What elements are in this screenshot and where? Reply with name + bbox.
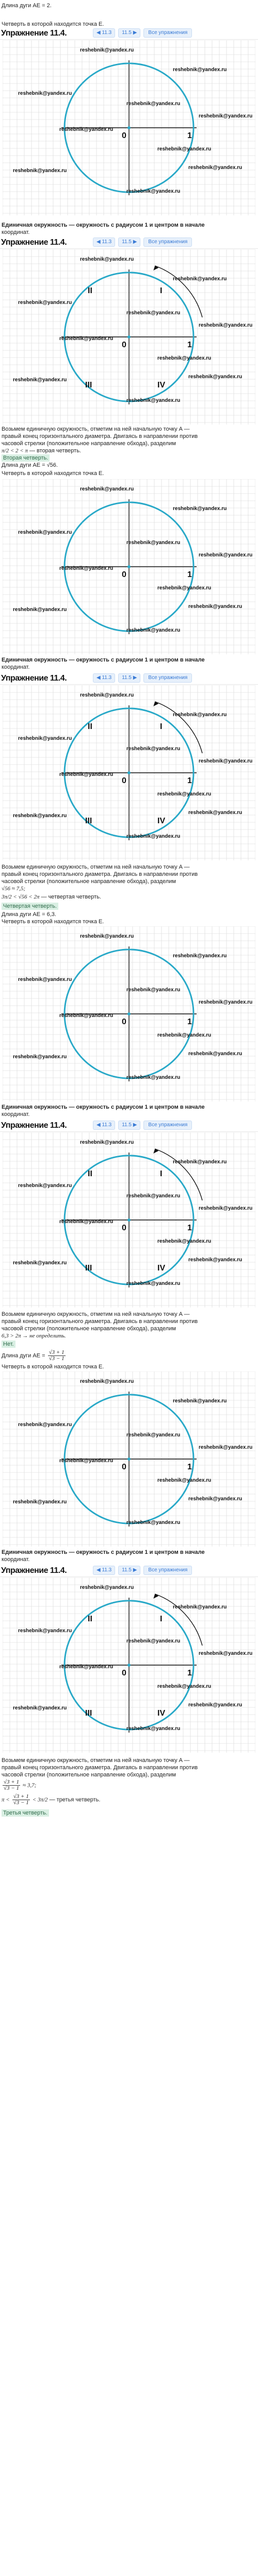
watermark-text: reshebnik@yandex.ru: [199, 552, 253, 558]
center-point: [127, 1458, 131, 1461]
watermark-text: reshebnik@yandex.ru: [199, 1651, 253, 1656]
watermark-text: reshebnik@yandex.ru: [126, 101, 181, 107]
unit-circle-svg: [3, 479, 255, 654]
exercise-header: [0, 672, 258, 685]
one-label: 1: [187, 776, 192, 785]
mark-line-2: правый конец горизонтального диаметра. Двигаясь в направлении против: [2, 1765, 198, 1771]
quadrant-2-label: II: [88, 722, 92, 731]
prev-exercise-button[interactable]: ◀ 11.3: [93, 28, 115, 38]
watermark-text: reshebnik@yandex.ru: [199, 1445, 253, 1450]
watermark-text: reshebnik@yandex.ru: [59, 1219, 114, 1225]
quadrant-1-label: I: [160, 1615, 163, 1623]
arc-frac-line: Длина дуги AE = $\frac{√3 + 1}{√3 - 1}$: [2, 1349, 64, 1362]
watermark-text: reshebnik@yandex.ru: [18, 1183, 72, 1189]
watermark-text: reshebnik@yandex.ru: [126, 1520, 181, 1526]
center-point: [127, 126, 131, 129]
watermark-text: reshebnik@yandex.ru: [188, 1496, 243, 1502]
center-point: [127, 1664, 131, 1667]
watermark-text: reshebnik@yandex.ru: [13, 1260, 67, 1266]
watermark-text: reshebnik@yandex.ru: [188, 810, 243, 816]
unit-circle-svg: [3, 685, 255, 860]
inequality-line: π < $\frac{√3 + 1}{√3 - 1}$ < 3π/2 — третья четверть.: [2, 1793, 101, 1806]
all-exercises-button[interactable]: Все упражнения: [143, 238, 192, 247]
mark-line-1: Возьмем единичную окружность, отметим на ней начальную точку A —: [2, 426, 190, 432]
quadrant-3-label: III: [85, 817, 92, 825]
watermark-text: reshebnik@yandex.ru: [18, 300, 72, 306]
inequality-line: 3π/2 < √56 < 2π — четвертая четверть.: [2, 894, 101, 900]
quarter-question: Четверть в которой находится точка E.: [2, 470, 104, 477]
inequality-line: π/2 < 2 < π — вторая четверть.: [2, 448, 81, 454]
watermark-text: reshebnik@yandex.ru: [18, 1422, 72, 1428]
arrow-right-icon: ▶: [131, 239, 137, 245]
quadrant-2-label: II: [88, 1615, 92, 1623]
answer-fourth-quarter: Четвертая четверть.: [2, 903, 58, 910]
all-exercises-button[interactable]: Все упражнения: [143, 28, 192, 38]
watermark-text: reshebnik@yandex.ru: [157, 1032, 212, 1038]
quadrant-2-label: II: [88, 286, 92, 295]
watermark-text: reshebnik@yandex.ru: [157, 355, 212, 361]
one-label: 1: [187, 1018, 192, 1026]
center-point: [127, 565, 131, 568]
watermark-text: reshebnik@yandex.ru: [126, 1726, 181, 1732]
exercise-nav: [93, 238, 192, 247]
watermark-text: reshebnik@yandex.ru: [126, 189, 181, 194]
unit-circle-definition: Единичная окружность — окружность с радиусом 1 и центром в начале: [2, 657, 205, 663]
unit-circle-figure-1: [3, 40, 255, 215]
arrow-left-icon: ◀: [96, 1567, 102, 1573]
answer-second-quarter: Вторая четверть.: [2, 454, 50, 462]
watermark-text: reshebnik@yandex.ru: [18, 977, 72, 982]
unit-circle-definition: Единичная окружность — окружность с радиусом 1 и центром в начале: [2, 222, 205, 228]
quadrant-3-label: III: [85, 1264, 92, 1273]
quadrant-2-label: II: [88, 1170, 92, 1178]
unit-circle-svg: [3, 1371, 255, 1547]
prev-exercise-button[interactable]: ◀ 11.3: [93, 1121, 115, 1130]
unit-circle-figure-5: [3, 926, 255, 1101]
exercise-title: Упражнение 11.4.: [1, 1566, 67, 1575]
watermark-text: reshebnik@yandex.ru: [199, 323, 253, 328]
zero-label: 0: [122, 570, 126, 579]
arrow-right-icon: ▶: [131, 1567, 137, 1573]
all-exercises-button[interactable]: Все упражнения: [143, 673, 192, 683]
watermark-text: reshebnik@yandex.ru: [173, 506, 227, 512]
exercise-title: Упражнение 11.4.: [1, 29, 67, 38]
next-exercise-button[interactable]: 11.5 ▶: [118, 673, 140, 683]
watermark-text: reshebnik@yandex.ru: [173, 953, 227, 959]
zero-label: 0: [122, 1669, 126, 1677]
sqrt-line: √56 ≈ 7,5;: [2, 886, 25, 892]
arrow-right-icon: ▶: [131, 30, 137, 36]
arrow-left-icon: ◀: [96, 1122, 102, 1128]
watermark-text: reshebnik@yandex.ru: [157, 1684, 212, 1689]
arrow-left-icon: ◀: [96, 675, 102, 681]
watermark-text: reshebnik@yandex.ru: [199, 1206, 253, 1211]
zero-label: 0: [122, 1463, 126, 1471]
watermark-text: reshebnik@yandex.ru: [80, 934, 134, 939]
arrow-left-icon: ◀: [96, 239, 102, 245]
arrow-right-icon: ▶: [131, 675, 137, 681]
zero-label: 0: [122, 341, 126, 349]
watermark-text: reshebnik@yandex.ru: [199, 113, 253, 119]
watermark-text: reshebnik@yandex.ru: [126, 987, 181, 993]
zero-label: 0: [122, 131, 126, 140]
watermark-text: reshebnik@yandex.ru: [13, 1705, 67, 1711]
watermark-text: reshebnik@yandex.ru: [126, 1075, 181, 1080]
watermark-text: reshebnik@yandex.ru: [59, 1013, 114, 1019]
watermark-text: reshebnik@yandex.ru: [59, 566, 114, 571]
zero-label: 0: [122, 1224, 126, 1232]
watermark-text: reshebnik@yandex.ru: [157, 585, 212, 591]
watermark-text: reshebnik@yandex.ru: [13, 168, 67, 174]
coords-line: координат.: [2, 1111, 30, 1117]
exercise-title: Упражнение 11.4.: [1, 674, 67, 683]
mark-line-2: правый конец горизонтального диаметра. Двигаясь в направлении против: [2, 1318, 198, 1325]
unit-circle-definition: Единичная окружность — окружность с радиусом 1 и центром в начале: [2, 1104, 205, 1110]
mark-line-1: Возьмем единичную окружность, отметим на ней начальную точку A —: [2, 1757, 190, 1764]
one-label: 1: [187, 341, 192, 349]
one-label: 1: [187, 1669, 192, 1677]
watermark-text: reshebnik@yandex.ru: [59, 1664, 114, 1670]
watermark-text: reshebnik@yandex.ru: [173, 712, 227, 718]
quadrant-4-label: IV: [157, 1264, 166, 1273]
watermark-text: reshebnik@yandex.ru: [18, 530, 72, 535]
quarter-question: Четверть в которой находится точка E.: [2, 21, 104, 27]
mark-line-3: часовой стрелки (положительное направление обхода), разделим: [2, 1772, 176, 1778]
watermark-text: reshebnik@yandex.ru: [188, 1051, 243, 1057]
watermark-text: reshebnik@yandex.ru: [173, 1604, 227, 1610]
watermark-text: reshebnik@yandex.ru: [80, 486, 134, 492]
watermark-text: reshebnik@yandex.ru: [126, 628, 181, 633]
exercise-header: [0, 1564, 258, 1577]
watermark-text: reshebnik@yandex.ru: [157, 791, 212, 797]
answer-third-quarter: Третья четверть.: [2, 1809, 49, 1817]
zero-label: 0: [122, 776, 126, 785]
watermark-text: reshebnik@yandex.ru: [59, 772, 114, 777]
quadrant-1-label: I: [160, 1170, 163, 1178]
exercise-nav: [93, 1121, 192, 1130]
watermark-text: reshebnik@yandex.ru: [126, 746, 181, 752]
quadrant-3-label: III: [85, 381, 92, 389]
mark-line-3: часовой стрелки (положительное направление обхода), разделим: [2, 440, 176, 447]
watermark-text: reshebnik@yandex.ru: [13, 813, 67, 819]
watermark-text: reshebnik@yandex.ru: [80, 1379, 134, 1384]
one-label: 1: [187, 131, 192, 140]
watermark-text: reshebnik@yandex.ru: [126, 1432, 181, 1438]
all-exercises-button[interactable]: Все упражнения: [143, 1121, 192, 1130]
unit-circle-svg: [3, 40, 255, 215]
exercise-nav: [93, 673, 192, 683]
watermark-text: reshebnik@yandex.ru: [59, 1458, 114, 1464]
unit-circle-svg: [3, 1132, 255, 1308]
exercise-header: [0, 27, 258, 40]
unit-circle-figure-6: [3, 1132, 255, 1308]
watermark-text: reshebnik@yandex.ru: [80, 1585, 134, 1590]
watermark-text: reshebnik@yandex.ru: [157, 1478, 212, 1483]
center-point: [127, 1012, 131, 1015]
quadrant-1-label: I: [160, 722, 163, 731]
arc-length-line: Длина дуги AE = 2.: [2, 3, 52, 9]
coords-line: координат.: [2, 1556, 30, 1563]
unit-circle-figure-2: [3, 249, 255, 425]
quarter-question: Четверть в которой находится точка E.: [2, 919, 104, 925]
prev-exercise-button[interactable]: ◀ 11.3: [93, 238, 115, 247]
watermark-text: reshebnik@yandex.ru: [59, 127, 114, 132]
answer-no: Нет.: [2, 1341, 15, 1348]
one-label: 1: [187, 1463, 192, 1471]
unit-circle-svg: [3, 249, 255, 425]
exercise-nav: [93, 28, 192, 38]
watermark-text: reshebnik@yandex.ru: [126, 310, 181, 316]
next-exercise-button[interactable]: 11.5 ▶: [118, 238, 140, 247]
watermark-text: reshebnik@yandex.ru: [188, 1702, 243, 1708]
next-exercise-button[interactable]: 11.5 ▶: [118, 1121, 140, 1130]
quadrant-4-label: IV: [157, 381, 166, 389]
watermark-text: reshebnik@yandex.ru: [59, 336, 114, 342]
watermark-text: reshebnik@yandex.ru: [188, 374, 243, 380]
watermark-text: reshebnik@yandex.ru: [126, 1281, 181, 1286]
mark-line-3: часовой стрелки (положительное направление обхода), разделим: [2, 878, 176, 885]
arc-sqrt56-line: Длина дуги AE = √56.: [2, 462, 58, 468]
exercise-title: Упражнение 11.4.: [1, 238, 67, 247]
watermark-text: reshebnik@yandex.ru: [13, 377, 67, 383]
exercise-nav: [93, 1566, 192, 1575]
watermark-text: reshebnik@yandex.ru: [13, 1499, 67, 1505]
prev-exercise-button[interactable]: ◀ 11.3: [93, 673, 115, 683]
center-point: [127, 335, 131, 338]
watermark-text: reshebnik@yandex.ru: [173, 67, 227, 73]
mark-line-2: правый конец горизонтального диаметра. Двигаясь в направлении против: [2, 433, 198, 439]
watermark-text: reshebnik@yandex.ru: [18, 91, 72, 96]
unit-circle-figure-8: [3, 1578, 255, 1753]
center-point: [127, 771, 131, 774]
mark-line-1: Возьмем единичную окружность, отметим на ней начальную точку A —: [2, 864, 190, 870]
unit-circle-svg: [3, 926, 255, 1101]
arc-63-inequality: 6,3 > 2π → не определить.: [2, 1333, 66, 1339]
quadrant-1-label: I: [160, 286, 163, 295]
arrow-right-icon: ▶: [131, 1122, 137, 1128]
watermark-text: reshebnik@yandex.ru: [157, 1239, 212, 1244]
next-exercise-button[interactable]: 11.5 ▶: [118, 1566, 140, 1575]
all-exercises-button[interactable]: Все упражнения: [143, 1566, 192, 1575]
prev-exercise-button[interactable]: ◀ 11.3: [93, 1566, 115, 1575]
watermark-text: reshebnik@yandex.ru: [157, 146, 212, 152]
watermark-text: reshebnik@yandex.ru: [13, 607, 67, 613]
watermark-text: reshebnik@yandex.ru: [188, 165, 243, 171]
unit-circle-svg: [3, 1578, 255, 1753]
watermark-text: reshebnik@yandex.ru: [199, 758, 253, 764]
watermark-text: reshebnik@yandex.ru: [126, 540, 181, 546]
quadrant-3-label: III: [85, 1709, 92, 1718]
watermark-text: reshebnik@yandex.ru: [80, 1140, 134, 1145]
watermark-text: reshebnik@yandex.ru: [173, 276, 227, 282]
mark-line-3: часовой стрелки (положительное направление обхода), разделим: [2, 1326, 176, 1332]
exercise-title: Упражнение 11.4.: [1, 1121, 67, 1130]
one-label: 1: [187, 1224, 192, 1232]
zero-label: 0: [122, 1018, 126, 1026]
mark-line-2: правый конец горизонтального диаметра. Двигаясь в направлении против: [2, 871, 198, 877]
watermark-text: reshebnik@yandex.ru: [199, 999, 253, 1005]
watermark-text: reshebnik@yandex.ru: [80, 692, 134, 698]
quadrant-4-label: IV: [157, 817, 166, 825]
watermark-text: reshebnik@yandex.ru: [173, 1398, 227, 1404]
watermark-text: reshebnik@yandex.ru: [188, 1257, 243, 1263]
arrow-left-icon: ◀: [96, 30, 102, 36]
watermark-text: reshebnik@yandex.ru: [188, 604, 243, 609]
quadrant-4-label: IV: [157, 1709, 166, 1718]
center-point: [127, 1218, 131, 1222]
arc-63-line: Длина дуги AE = 6,3.: [2, 911, 56, 918]
watermark-text: reshebnik@yandex.ru: [173, 1159, 227, 1165]
unit-circle-figure-7: [3, 1371, 255, 1547]
watermark-text: reshebnik@yandex.ru: [126, 1638, 181, 1644]
watermark-text: reshebnik@yandex.ru: [126, 1193, 181, 1199]
watermark-text: reshebnik@yandex.ru: [126, 398, 181, 403]
watermark-text: reshebnik@yandex.ru: [18, 1628, 72, 1634]
watermark-text: reshebnik@yandex.ru: [126, 834, 181, 839]
mark-line-1: Возьмем единичную окружность, отметим на ней начальную точку A —: [2, 1311, 190, 1317]
coords-line: координат.: [2, 229, 30, 235]
watermark-text: reshebnik@yandex.ru: [13, 1054, 67, 1060]
one-label: 1: [187, 570, 192, 579]
coords-line: координат.: [2, 664, 30, 670]
watermark-text: reshebnik@yandex.ru: [80, 257, 134, 262]
next-exercise-button[interactable]: 11.5 ▶: [118, 28, 140, 38]
unit-circle-figure-3: [3, 479, 255, 654]
watermark-text: reshebnik@yandex.ru: [18, 736, 72, 741]
quarter-question: Четверть в которой находится точка E.: [2, 1364, 104, 1370]
exercise-header: [0, 1119, 258, 1132]
exercise-header: [0, 236, 258, 249]
watermark-text: reshebnik@yandex.ru: [80, 47, 134, 53]
frac-eval-line: $\frac{√3 + 1}{√3 - 1}$ ≈ 3,7;: [4, 1779, 37, 1791]
unit-circle-figure-4: [3, 685, 255, 860]
unit-circle-definition: Единичная окружность — окружность с радиусом 1 и центром в начале: [2, 1549, 205, 1555]
